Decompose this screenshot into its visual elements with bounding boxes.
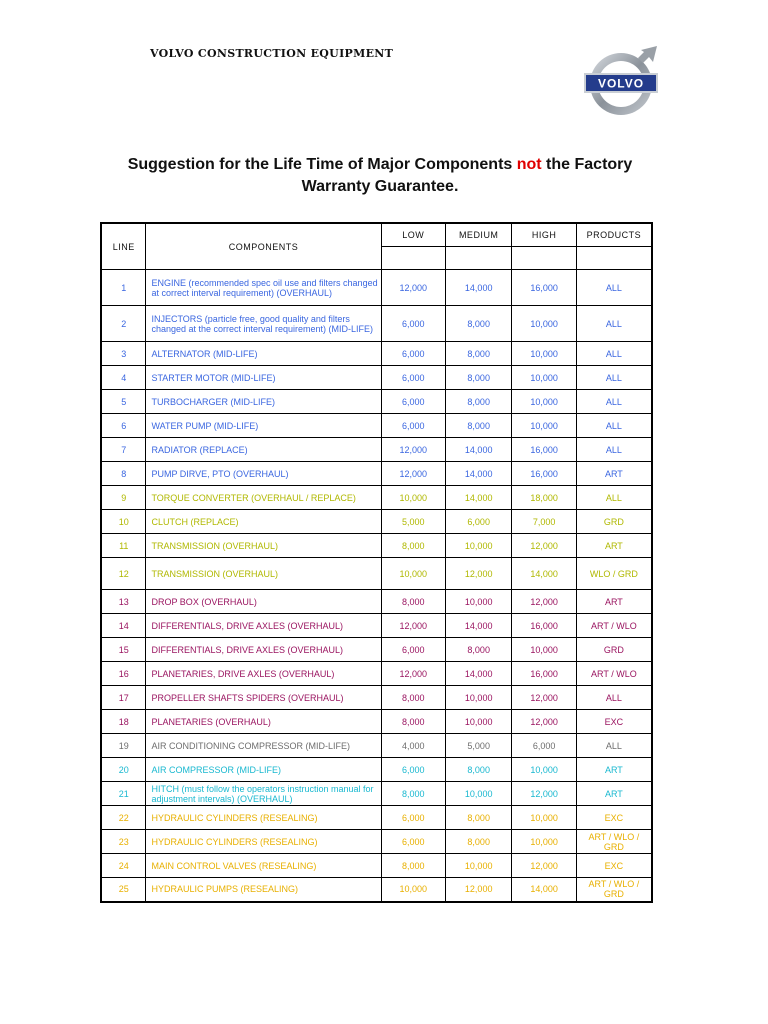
- cell-medium: 8,000: [445, 806, 511, 830]
- table-row: [101, 438, 652, 462]
- cell-component: TRANSMISSION (OVERHAUL): [146, 534, 381, 558]
- table-row: [101, 806, 652, 830]
- cell-line: 3: [101, 342, 146, 366]
- header-blank-cell: [445, 247, 511, 270]
- table-row: [101, 342, 652, 366]
- cell-line: 21: [101, 782, 146, 806]
- cell-low: 8,000: [381, 686, 445, 710]
- cell-low: 12,000: [381, 462, 445, 486]
- table-row: [101, 614, 652, 638]
- cell-high: 16,000: [512, 462, 576, 486]
- cell-line: 6: [101, 414, 146, 438]
- cell-medium: 14,000: [445, 486, 511, 510]
- table-row: [101, 854, 652, 878]
- cell-products: ALL: [576, 342, 652, 366]
- cell-medium: 10,000: [445, 534, 511, 558]
- cell-line: 24: [101, 854, 146, 878]
- cell-products: EXC: [576, 854, 652, 878]
- cell-component: HYDRAULIC CYLINDERS (RESEALING): [146, 830, 381, 854]
- cell-line: 10: [101, 510, 146, 534]
- cell-low: 8,000: [381, 534, 445, 558]
- cell-high: 12,000: [512, 686, 576, 710]
- cell-line: 7: [101, 438, 146, 462]
- cell-high: 16,000: [512, 438, 576, 462]
- cell-component: DROP BOX (OVERHAUL): [146, 590, 381, 614]
- cell-low: 8,000: [381, 854, 445, 878]
- cell-products: ART / WLO: [576, 662, 652, 686]
- table-row: [101, 462, 652, 486]
- title-part-1: Suggestion for the Life Time of Major Components: [127, 156, 517, 173]
- cell-high: 10,000: [512, 342, 576, 366]
- cell-component: INJECTORS (particle free, good quality and filters changed at the correct interval requirement) (MID-LIFE): [146, 306, 381, 342]
- cell-line: 20: [101, 758, 146, 782]
- table-row: [101, 510, 652, 534]
- logo-text: VOLVO: [597, 76, 645, 91]
- cell-line: 23: [101, 830, 146, 854]
- component-life-table: [100, 222, 653, 903]
- cell-low: 8,000: [381, 590, 445, 614]
- cell-high: 10,000: [512, 806, 576, 830]
- cell-line: 18: [101, 710, 146, 734]
- cell-high: 10,000: [512, 390, 576, 414]
- header-blank-cell: [576, 247, 652, 270]
- cell-products: ALL: [576, 414, 652, 438]
- cell-low: 12,000: [381, 662, 445, 686]
- cell-high: 10,000: [512, 366, 576, 390]
- cell-high: 16,000: [512, 614, 576, 638]
- table-row: [101, 758, 652, 782]
- cell-low: 6,000: [381, 366, 445, 390]
- cell-component: TRANSMISSION (OVERHAUL): [146, 558, 381, 590]
- header-medium: MEDIUM: [445, 223, 511, 247]
- cell-medium: 5,000: [445, 734, 511, 758]
- cell-low: 6,000: [381, 342, 445, 366]
- cell-line: 11: [101, 534, 146, 558]
- cell-products: EXC: [576, 806, 652, 830]
- cell-low: 6,000: [381, 414, 445, 438]
- cell-high: 10,000: [512, 306, 576, 342]
- cell-products: ALL: [576, 390, 652, 414]
- cell-medium: 8,000: [445, 342, 511, 366]
- cell-products: GRD: [576, 510, 652, 534]
- table-row: [101, 534, 652, 558]
- cell-component: AIR CONDITIONING COMPRESSOR (MID-LIFE): [146, 734, 381, 758]
- cell-medium: 14,000: [445, 438, 511, 462]
- title-part-2: the Factory Warranty Guarantee.: [301, 156, 633, 195]
- table-row: [101, 414, 652, 438]
- cell-component: ALTERNATOR (MID-LIFE): [146, 342, 381, 366]
- cell-medium: 8,000: [445, 414, 511, 438]
- cell-high: 6,000: [512, 734, 576, 758]
- cell-high: 12,000: [512, 710, 576, 734]
- header-high: HIGH: [512, 223, 576, 247]
- cell-high: 10,000: [512, 414, 576, 438]
- cell-high: 16,000: [512, 662, 576, 686]
- cell-high: 18,000: [512, 486, 576, 510]
- table-row: [101, 306, 652, 342]
- cell-products: ALL: [576, 366, 652, 390]
- cell-low: 6,000: [381, 390, 445, 414]
- cell-component: HYDRAULIC PUMPS (RESEALING): [146, 878, 381, 902]
- cell-component: DIFFERENTIALS, DRIVE AXLES (OVERHAUL): [146, 614, 381, 638]
- table-row: [101, 270, 652, 306]
- cell-line: 9: [101, 486, 146, 510]
- header-products: PRODUCTS: [576, 223, 652, 247]
- table-row: [101, 638, 652, 662]
- header-line: LINE: [101, 223, 146, 270]
- cell-low: 12,000: [381, 270, 445, 306]
- cell-medium: 14,000: [445, 662, 511, 686]
- cell-component: HYDRAULIC CYLINDERS (RESEALING): [146, 806, 381, 830]
- cell-line: 22: [101, 806, 146, 830]
- cell-low: 8,000: [381, 782, 445, 806]
- cell-high: 7,000: [512, 510, 576, 534]
- cell-line: 25: [101, 878, 146, 902]
- cell-high: 12,000: [512, 590, 576, 614]
- cell-medium: 14,000: [445, 270, 511, 306]
- cell-high: 12,000: [512, 782, 576, 806]
- cell-high: 14,000: [512, 878, 576, 902]
- cell-line: 15: [101, 638, 146, 662]
- cell-line: 14: [101, 614, 146, 638]
- cell-line: 1: [101, 270, 146, 306]
- header-blank-cell: [512, 247, 576, 270]
- cell-line: 12: [101, 558, 146, 590]
- cell-products: ART: [576, 782, 652, 806]
- cell-products: ART: [576, 758, 652, 782]
- cell-line: 5: [101, 390, 146, 414]
- table-row: [101, 558, 652, 590]
- cell-high: 10,000: [512, 638, 576, 662]
- table-row: [101, 366, 652, 390]
- cell-component: WATER PUMP (MID-LIFE): [146, 414, 381, 438]
- cell-medium: 10,000: [445, 686, 511, 710]
- cell-high: 16,000: [512, 270, 576, 306]
- cell-low: 8,000: [381, 710, 445, 734]
- table-row: [101, 590, 652, 614]
- cell-high: 14,000: [512, 558, 576, 590]
- cell-medium: 12,000: [445, 558, 511, 590]
- cell-products: ART: [576, 534, 652, 558]
- cell-high: 12,000: [512, 854, 576, 878]
- cell-products: GRD: [576, 638, 652, 662]
- cell-component: DIFFERENTIALS, DRIVE AXLES (OVERHAUL): [146, 638, 381, 662]
- cell-medium: 8,000: [445, 830, 511, 854]
- cell-medium: 8,000: [445, 638, 511, 662]
- table-row: [101, 782, 652, 806]
- cell-medium: 10,000: [445, 782, 511, 806]
- cell-products: ART: [576, 590, 652, 614]
- table-row: [101, 390, 652, 414]
- cell-products: EXC: [576, 710, 652, 734]
- cell-low: 6,000: [381, 806, 445, 830]
- cell-products: ALL: [576, 438, 652, 462]
- cell-component: AIR COMPRESSOR (MID-LIFE): [146, 758, 381, 782]
- cell-line: 19: [101, 734, 146, 758]
- cell-component: PLANETARIES (OVERHAUL): [146, 710, 381, 734]
- cell-medium: 8,000: [445, 758, 511, 782]
- volvo-logo-icon: [583, 42, 663, 122]
- cell-low: 10,000: [381, 486, 445, 510]
- header-blank-cell: [381, 247, 445, 270]
- cell-medium: 14,000: [445, 462, 511, 486]
- cell-low: 6,000: [381, 830, 445, 854]
- cell-medium: 8,000: [445, 306, 511, 342]
- cell-medium: 10,000: [445, 590, 511, 614]
- cell-line: 4: [101, 366, 146, 390]
- cell-low: 5,000: [381, 510, 445, 534]
- cell-low: 6,000: [381, 306, 445, 342]
- cell-low: 4,000: [381, 734, 445, 758]
- cell-low: 6,000: [381, 758, 445, 782]
- header-components: COMPONENTS: [146, 223, 381, 270]
- table-row: [101, 486, 652, 510]
- cell-high: 10,000: [512, 830, 576, 854]
- cell-line: 2: [101, 306, 146, 342]
- cell-products: WLO / GRD: [576, 558, 652, 590]
- cell-products: ART / WLO: [576, 614, 652, 638]
- cell-medium: 8,000: [445, 366, 511, 390]
- table-row: [101, 830, 652, 854]
- cell-line: 13: [101, 590, 146, 614]
- cell-products: ART / WLO / GRD: [576, 830, 652, 854]
- cell-products: ALL: [576, 486, 652, 510]
- cell-medium: 12,000: [445, 878, 511, 902]
- cell-high: 10,000: [512, 758, 576, 782]
- cell-component: CLUTCH (REPLACE): [146, 510, 381, 534]
- cell-component: RADIATOR (REPLACE): [146, 438, 381, 462]
- cell-line: 8: [101, 462, 146, 486]
- cell-component: PROPELLER SHAFTS SPIDERS (OVERHAUL): [146, 686, 381, 710]
- cell-products: ART: [576, 462, 652, 486]
- cell-component: TURBOCHARGER (MID-LIFE): [146, 390, 381, 414]
- table-row: [101, 686, 652, 710]
- cell-component: PLANETARIES, DRIVE AXLES (OVERHAUL): [146, 662, 381, 686]
- cell-medium: 14,000: [445, 614, 511, 638]
- table-row: [101, 734, 652, 758]
- cell-component: PUMP DIRVE, PTO (OVERHAUL): [146, 462, 381, 486]
- header-low: LOW: [381, 223, 445, 247]
- page-title: [100, 154, 660, 198]
- brand-header: VOLVO CONSTRUCTION EQUIPMENT: [150, 47, 394, 60]
- cell-line: 17: [101, 686, 146, 710]
- cell-high: 12,000: [512, 534, 576, 558]
- cell-component: ENGINE (recommended spec oil use and filters changed at correct interval requirement) (OVERHAUL): [146, 270, 381, 306]
- table-body: [101, 270, 652, 902]
- cell-medium: 10,000: [445, 854, 511, 878]
- cell-medium: 10,000: [445, 710, 511, 734]
- cell-component: MAIN CONTROL VALVES (RESEALING): [146, 854, 381, 878]
- cell-component: TORQUE CONVERTER (OVERHAUL / REPLACE): [146, 486, 381, 510]
- title-emphasis: not: [516, 156, 542, 173]
- cell-low: 12,000: [381, 614, 445, 638]
- cell-low: 12,000: [381, 438, 445, 462]
- cell-low: 6,000: [381, 638, 445, 662]
- cell-products: ALL: [576, 734, 652, 758]
- cell-component: STARTER MOTOR (MID-LIFE): [146, 366, 381, 390]
- cell-products: ALL: [576, 306, 652, 342]
- cell-low: 10,000: [381, 558, 445, 590]
- table-row: [101, 710, 652, 734]
- cell-line: 16: [101, 662, 146, 686]
- cell-medium: 6,000: [445, 510, 511, 534]
- cell-low: 10,000: [381, 878, 445, 902]
- table-row: [101, 662, 652, 686]
- cell-component: HITCH (must follow the operators instruction manual for adjustment intervals) (OVERHAUL): [146, 782, 381, 806]
- cell-products: ALL: [576, 270, 652, 306]
- cell-products: ALL: [576, 686, 652, 710]
- cell-products: ART / WLO / GRD: [576, 878, 652, 902]
- cell-medium: 8,000: [445, 390, 511, 414]
- table-row: [101, 878, 652, 902]
